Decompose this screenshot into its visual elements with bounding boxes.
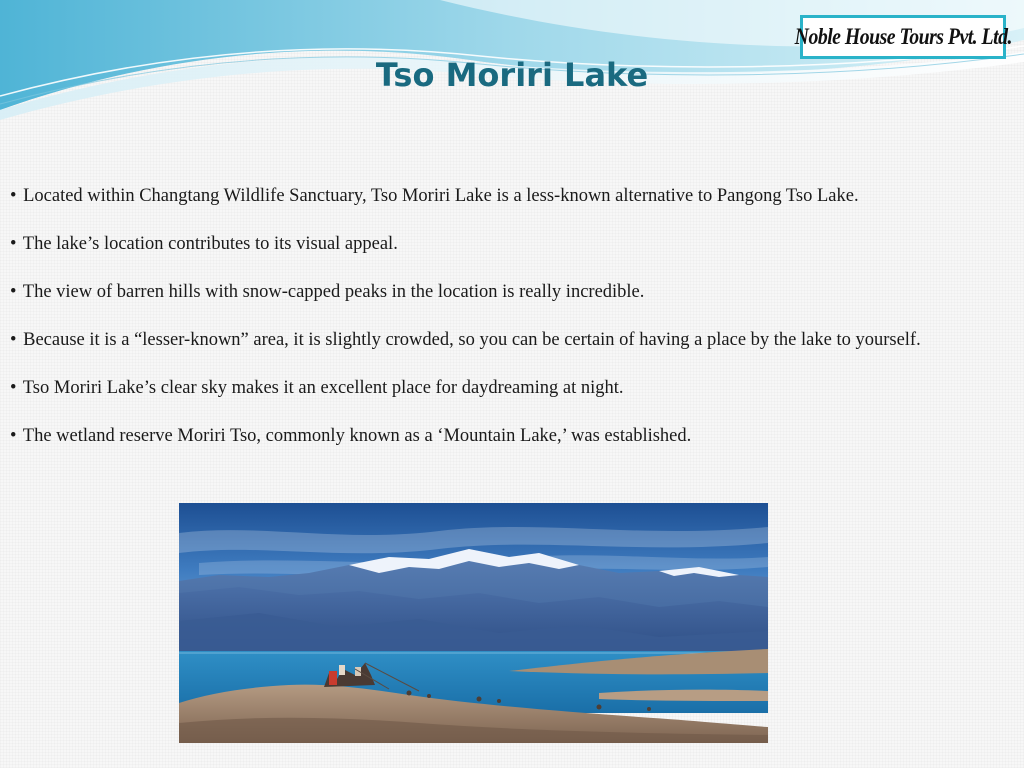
bullet-item-3: [10, 280, 1010, 304]
bullet-symbol: •: [10, 330, 17, 350]
bullet-item-4: [10, 328, 1010, 352]
bullet-text: The lake’s location contributes to its visual appeal.: [22, 234, 398, 254]
bullet-item-5: [10, 376, 1010, 400]
bullet-list: [10, 184, 1010, 472]
bullet-item-2: [10, 232, 1010, 256]
slide-title: Tso Moriri Lake: [375, 56, 649, 94]
bullet-text: Because it is a “lesser-known” area, it is slightly crowded, so you can be certain of having a place by the lake to yourself.: [23, 330, 921, 350]
bullet-symbol: •: [10, 426, 17, 446]
company-logo: [794, 15, 1012, 59]
bullet-text: The wetland reserve Moriri Tso, commonly known as a ‘Mountain Lake,’ was established.: [22, 426, 692, 446]
bullet-text: The view of barren hills with snow-capped peaks in the location is really incredible.: [22, 282, 645, 302]
bullet-symbol: •: [10, 186, 17, 206]
lake-landscape-illustration: [179, 503, 768, 743]
bullet-symbol: •: [10, 234, 17, 254]
bullet-text: Located within Changtang Wildlife Sanctuary, Tso Moriri Lake is a less-known alternative to Pangong Tso Lake.: [23, 186, 859, 206]
bullet-item-1: [10, 184, 1010, 208]
bullet-item-6: [10, 424, 1010, 448]
bullet-symbol: •: [10, 282, 17, 302]
company-logo-text: Noble House Tours Pvt. Ltd.: [794, 24, 1012, 49]
bullet-symbol: •: [10, 378, 17, 398]
bullet-text: Tso Moriri Lake’s clear sky makes it an excellent place for daydreaming at night.: [22, 378, 624, 398]
lake-photo: [179, 503, 768, 743]
